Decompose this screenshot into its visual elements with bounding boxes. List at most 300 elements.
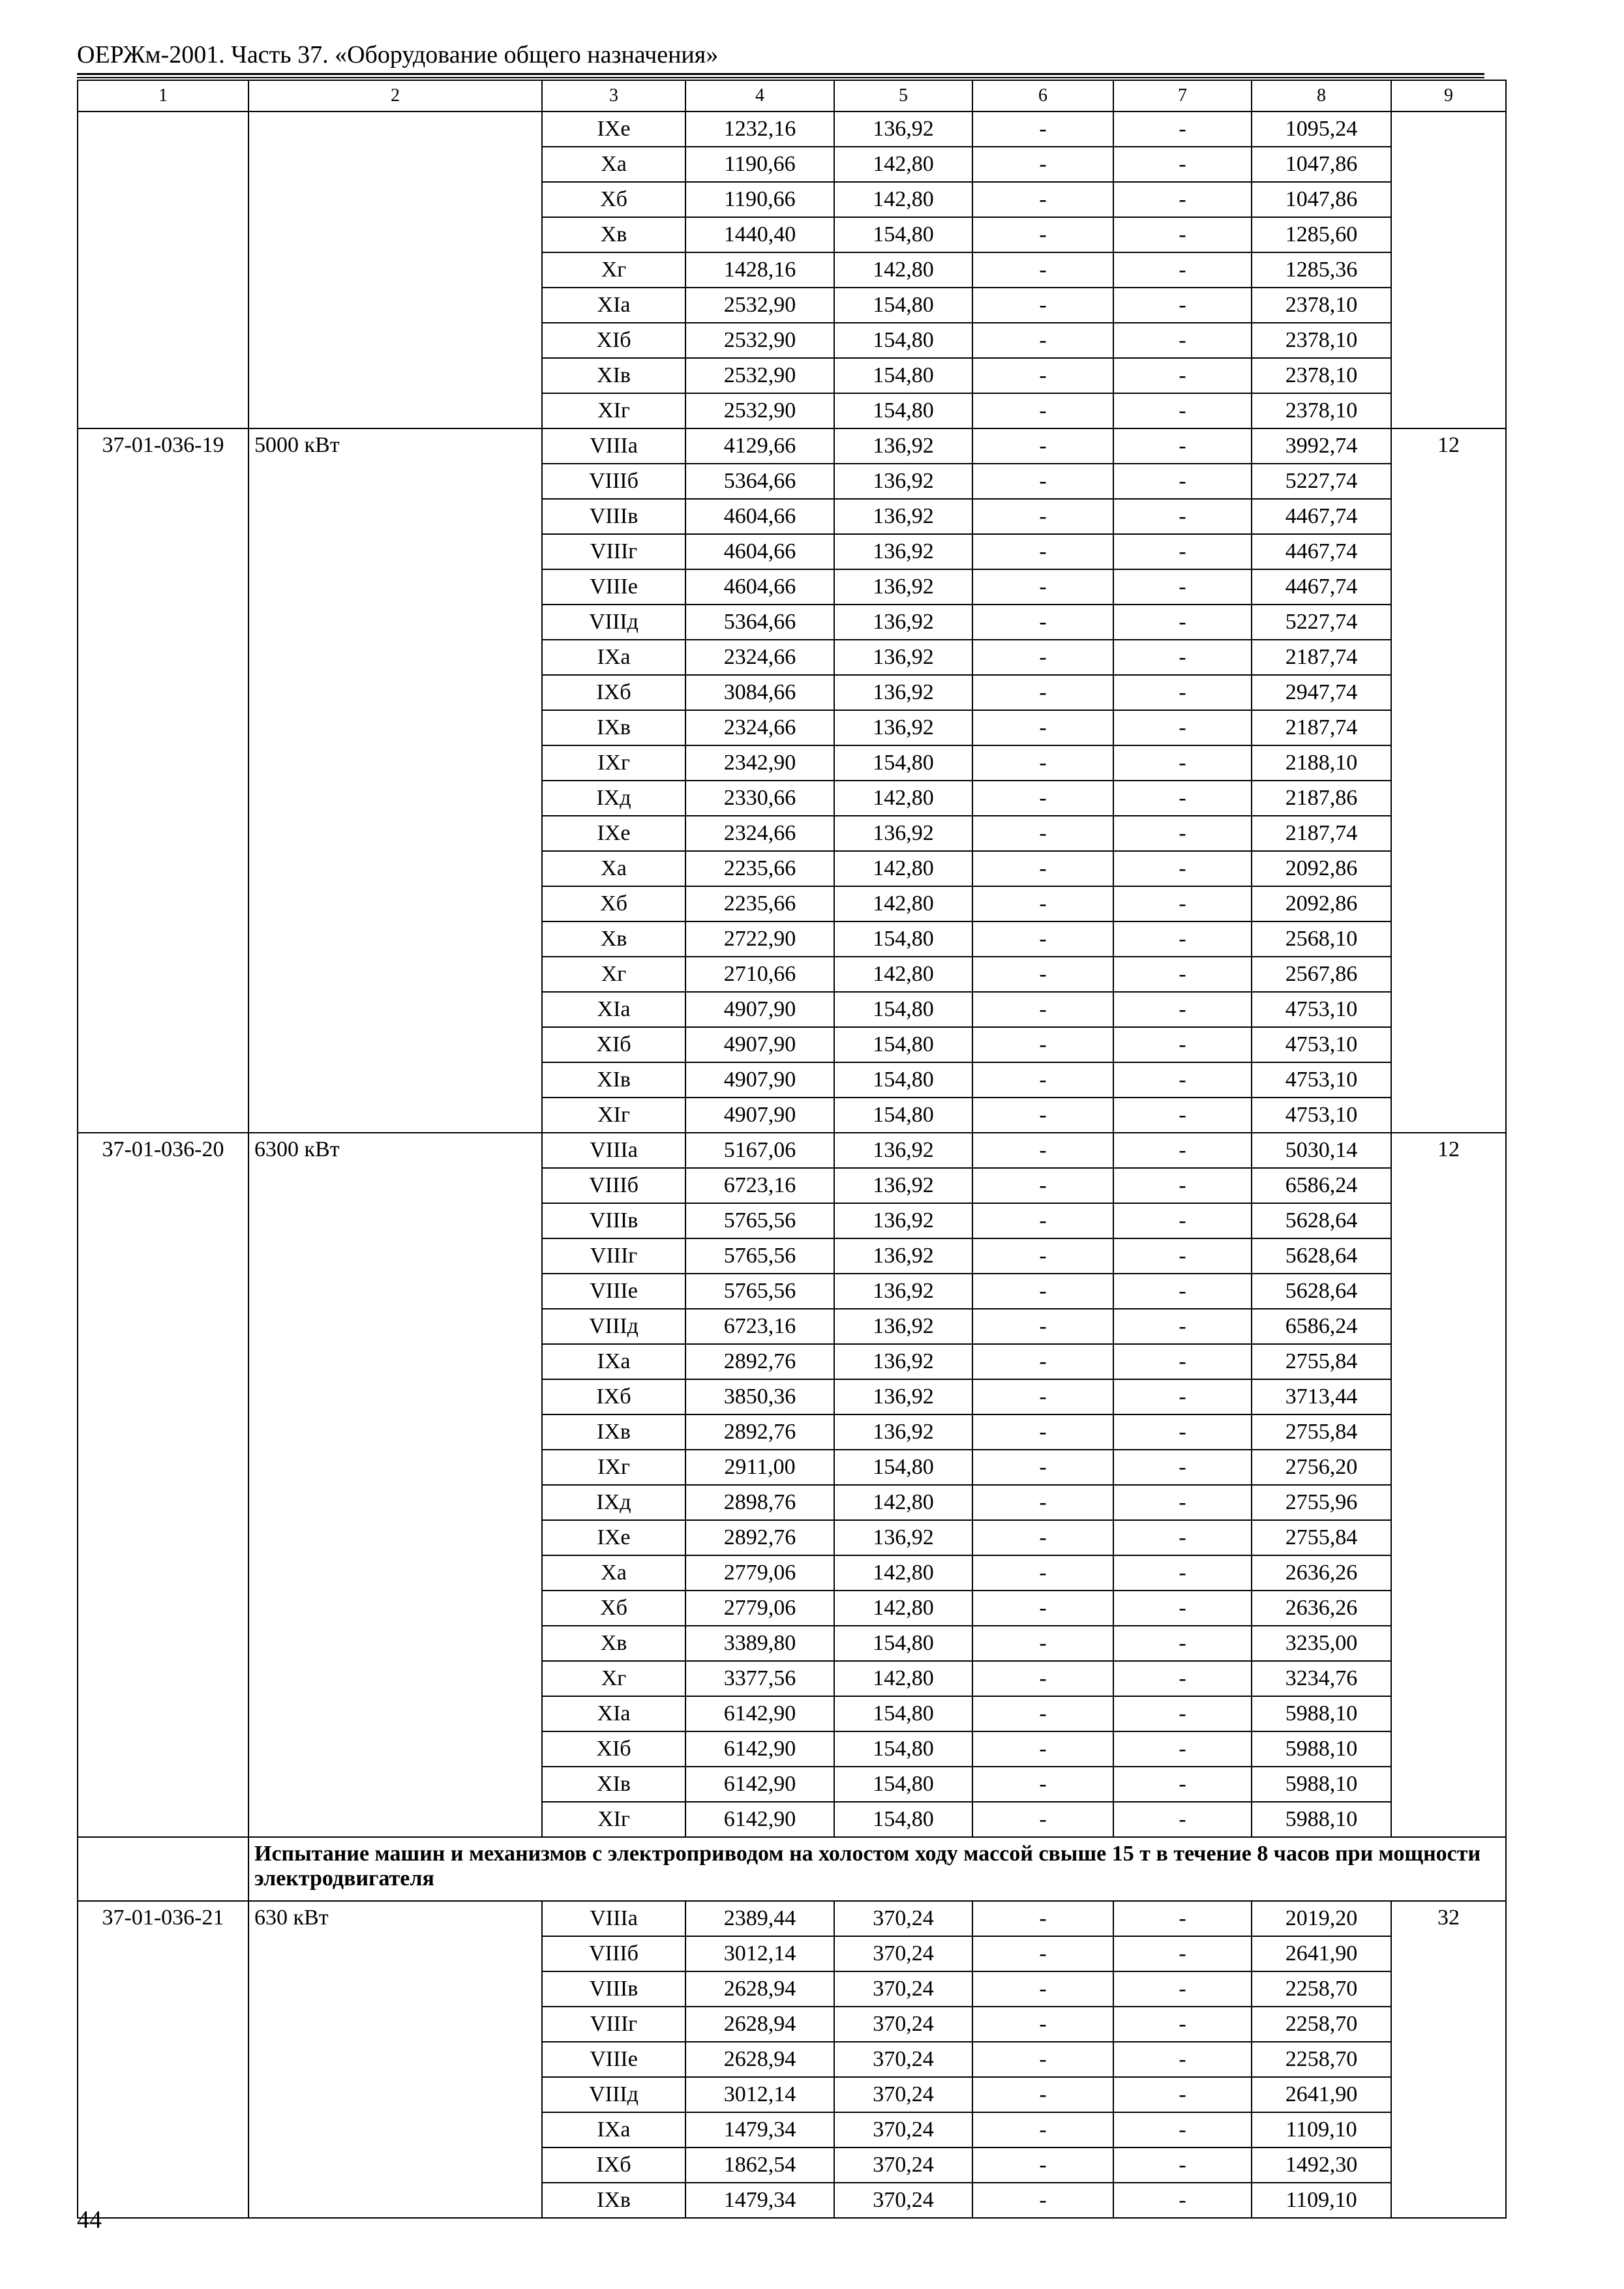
machinist-payment: - [1113, 1696, 1252, 1731]
territory-zone: XIа [542, 288, 685, 323]
materials-cost: 5628,64 [1252, 1203, 1391, 1238]
machinist-payment: - [1113, 1238, 1252, 1274]
labor-payment: 136,92 [834, 1203, 972, 1238]
direct-costs: 4907,90 [685, 1027, 834, 1062]
labor-payment: 370,24 [834, 1971, 972, 2007]
direct-costs: 6723,16 [685, 1309, 834, 1344]
labor-payment: 142,80 [834, 182, 972, 217]
machine-costs: - [972, 2147, 1113, 2183]
direct-costs: 3377,56 [685, 1661, 834, 1696]
territory-zone: XIб [542, 1731, 685, 1767]
territory-zone: XIв [542, 1062, 685, 1098]
machinist-payment: - [1113, 2007, 1252, 2042]
direct-costs: 1479,34 [685, 2112, 834, 2147]
direct-costs: 2892,76 [685, 1414, 834, 1450]
direct-costs: 2532,90 [685, 358, 834, 393]
materials-cost: 5628,64 [1252, 1274, 1391, 1309]
materials-cost: 4467,74 [1252, 534, 1391, 569]
labor-payment: 136,92 [834, 112, 972, 147]
territory-zone: IXб [542, 675, 685, 710]
territory-zone: XIв [542, 1767, 685, 1802]
machine-costs: - [972, 1626, 1113, 1661]
column-number: 3 [542, 80, 685, 112]
machine-costs: - [972, 1133, 1113, 1168]
territory-zone: Xб [542, 1591, 685, 1626]
machine-costs: - [972, 499, 1113, 534]
direct-costs: 2342,90 [685, 745, 834, 781]
machinist-payment: - [1113, 1344, 1252, 1379]
machinist-payment: - [1113, 1450, 1252, 1485]
direct-costs: 4907,90 [685, 1098, 834, 1133]
territory-zone: VIIIв [542, 1203, 685, 1238]
territory-zone: IXе [542, 112, 685, 147]
direct-costs: 2628,94 [685, 2007, 834, 2042]
machine-costs: - [972, 605, 1113, 640]
direct-costs: 2892,76 [685, 1520, 834, 1555]
direct-costs: 2532,90 [685, 323, 834, 358]
territory-zone: Xб [542, 886, 685, 921]
section-title: Испытание машин и механизмов с электроприводом на холостом ходу массой свыше 15 т в течение 8 часов при мощности электродвигателя [248, 1837, 1506, 1901]
machinist-payment: - [1113, 781, 1252, 816]
column-number: 6 [972, 80, 1113, 112]
machine-costs: - [972, 1098, 1113, 1133]
materials-cost: 6586,24 [1252, 1168, 1391, 1203]
section-blank-cell [78, 1837, 248, 1901]
machine-costs: - [972, 464, 1113, 499]
territory-zone: IXг [542, 745, 685, 781]
machinist-payment: - [1113, 1274, 1252, 1309]
machinist-payment: - [1113, 851, 1252, 886]
materials-cost: 2641,90 [1252, 1936, 1391, 1971]
territory-zone: Xв [542, 1626, 685, 1661]
machine-costs: - [972, 1062, 1113, 1098]
materials-cost: 1109,10 [1252, 2183, 1391, 2218]
labor-payment: 142,80 [834, 1555, 972, 1591]
labor-payment: 370,24 [834, 2112, 972, 2147]
direct-costs: 3389,80 [685, 1626, 834, 1661]
machinist-payment: - [1113, 1767, 1252, 1802]
territory-zone: IXв [542, 1414, 685, 1450]
machinist-payment: - [1113, 112, 1252, 147]
machinist-payment: - [1113, 1520, 1252, 1555]
labor-payment: 154,80 [834, 1626, 972, 1661]
materials-cost: 2258,70 [1252, 2042, 1391, 2077]
territory-zone: IXе [542, 1520, 685, 1555]
machine-costs: - [972, 745, 1113, 781]
materials-cost: 2947,74 [1252, 675, 1391, 710]
direct-costs: 2532,90 [685, 288, 834, 323]
direct-costs: 4129,66 [685, 428, 834, 464]
direct-costs: 5765,56 [685, 1238, 834, 1274]
labor-payment: 136,92 [834, 534, 972, 569]
territory-zone: VIIIе [542, 569, 685, 605]
materials-cost: 5227,74 [1252, 464, 1391, 499]
labor-payment: 136,92 [834, 1379, 972, 1414]
territory-zone: VIIIе [542, 2042, 685, 2077]
territory-zone: IXв [542, 710, 685, 745]
territory-zone: Xв [542, 921, 685, 957]
labor-payment: 136,92 [834, 640, 972, 675]
direct-costs: 1862,54 [685, 2147, 834, 2183]
materials-cost: 5988,10 [1252, 1731, 1391, 1767]
machine-costs: - [972, 1450, 1113, 1485]
machinist-payment: - [1113, 217, 1252, 252]
labor-payment: 136,92 [834, 1238, 972, 1274]
machinist-payment: - [1113, 1661, 1252, 1696]
machinist-payment: - [1113, 569, 1252, 605]
machine-costs: - [972, 288, 1113, 323]
machinist-payment: - [1113, 886, 1252, 921]
territory-zone: XIб [542, 323, 685, 358]
column-number: 4 [685, 80, 834, 112]
machinist-payment: - [1113, 816, 1252, 851]
rate-code: 37-01-036-19 [78, 428, 248, 1133]
labor-payment: 136,92 [834, 816, 972, 851]
table-row [78, 1133, 1506, 1168]
materials-cost: 4753,10 [1252, 1027, 1391, 1062]
territory-zone: XIг [542, 393, 685, 428]
machine-costs: - [972, 323, 1113, 358]
direct-costs: 2330,66 [685, 781, 834, 816]
rate-code: 37-01-036-21 [78, 1901, 248, 2218]
labor-payment: 136,92 [834, 675, 972, 710]
machine-costs: - [972, 1238, 1113, 1274]
column-number: 5 [834, 80, 972, 112]
labor-payment: 370,24 [834, 1936, 972, 1971]
territory-zone: VIIIд [542, 605, 685, 640]
materials-cost: 2092,86 [1252, 886, 1391, 921]
direct-costs: 2911,00 [685, 1450, 834, 1485]
machinist-payment: - [1113, 147, 1252, 182]
machinist-payment: - [1113, 393, 1252, 428]
direct-costs: 2898,76 [685, 1485, 834, 1520]
territory-zone: VIIIб [542, 1936, 685, 1971]
labor-payment: 154,80 [834, 1062, 972, 1098]
machine-costs: - [972, 2183, 1113, 2218]
direct-costs: 4907,90 [685, 1062, 834, 1098]
machine-costs: - [972, 1555, 1113, 1591]
machine-costs: - [972, 957, 1113, 992]
materials-cost: 2188,10 [1252, 745, 1391, 781]
materials-cost: 4467,74 [1252, 499, 1391, 534]
territory-zone: VIIIд [542, 1309, 685, 1344]
direct-costs: 2324,66 [685, 816, 834, 851]
labor-payment: 370,24 [834, 2007, 972, 2042]
materials-cost: 1109,10 [1252, 2112, 1391, 2147]
machinist-payment: - [1113, 675, 1252, 710]
machinist-payment: - [1113, 1802, 1252, 1837]
machine-costs: - [972, 886, 1113, 921]
machinist-payment: - [1113, 464, 1252, 499]
territory-zone: XIг [542, 1802, 685, 1837]
labor-payment: 136,92 [834, 710, 972, 745]
territory-zone: VIIIв [542, 1971, 685, 2007]
machinist-payment: - [1113, 1098, 1252, 1133]
direct-costs: 2628,94 [685, 2042, 834, 2077]
labor-payment: 154,80 [834, 1802, 972, 1837]
machinist-payment: - [1113, 957, 1252, 992]
direct-costs: 2532,90 [685, 393, 834, 428]
labor-payment: 370,24 [834, 2183, 972, 2218]
machinist-payment: - [1113, 640, 1252, 675]
machinist-payment: - [1113, 745, 1252, 781]
materials-cost: 5988,10 [1252, 1696, 1391, 1731]
machine-costs: - [972, 816, 1113, 851]
machinist-payment: - [1113, 710, 1252, 745]
labor-payment: 154,80 [834, 992, 972, 1027]
machinist-payment: - [1113, 1731, 1252, 1767]
machine-costs: - [972, 1379, 1113, 1414]
machinist-payment: - [1113, 1168, 1252, 1203]
territory-zone: Xб [542, 182, 685, 217]
materials-cost: 3234,76 [1252, 1661, 1391, 1696]
labor-payment: 136,92 [834, 1309, 972, 1344]
table-row [78, 428, 1506, 464]
machine-costs: - [972, 252, 1113, 288]
direct-costs: 2710,66 [685, 957, 834, 992]
machinist-payment: - [1113, 1027, 1252, 1062]
territory-zone: IXд [542, 1485, 685, 1520]
section-header-row [78, 1837, 1506, 1901]
direct-costs: 5364,66 [685, 605, 834, 640]
labor-payment: 154,80 [834, 1450, 972, 1485]
territory-zone: IXа [542, 2112, 685, 2147]
materials-cost: 2755,84 [1252, 1344, 1391, 1379]
labor-payment: 154,80 [834, 393, 972, 428]
territory-zone: Xг [542, 1661, 685, 1696]
direct-costs: 4604,66 [685, 534, 834, 569]
materials-cost: 2187,86 [1252, 781, 1391, 816]
machine-costs: - [972, 112, 1113, 147]
labor-payment: 142,80 [834, 1591, 972, 1626]
machine-costs: - [972, 1274, 1113, 1309]
territory-zone: VIIIа [542, 428, 685, 464]
materials-cost: 2258,70 [1252, 1971, 1391, 2007]
machine-costs: - [972, 640, 1113, 675]
machine-costs: - [972, 1971, 1113, 2007]
territory-zone: Xа [542, 147, 685, 182]
materials-cost: 2567,86 [1252, 957, 1391, 992]
machinist-payment: - [1113, 1062, 1252, 1098]
materials-cost: 2187,74 [1252, 640, 1391, 675]
labor-payment: 136,92 [834, 1414, 972, 1450]
materials-cost: 2187,74 [1252, 816, 1391, 851]
labor-payment: 154,80 [834, 358, 972, 393]
labor-payment: 370,24 [834, 2042, 972, 2077]
page-header-title: ОЕРЖм-2001. Часть 37. «Оборудование общего назначения» [77, 38, 1484, 75]
machinist-payment: - [1113, 252, 1252, 288]
machine-costs: - [972, 534, 1113, 569]
column-number: 9 [1391, 80, 1506, 112]
materials-cost: 1047,86 [1252, 182, 1391, 217]
materials-cost: 2641,90 [1252, 2077, 1391, 2112]
materials-cost: 2187,74 [1252, 710, 1391, 745]
materials-cost: 1285,60 [1252, 217, 1391, 252]
labor-payment: 370,24 [834, 2077, 972, 2112]
materials-cost: 2378,10 [1252, 393, 1391, 428]
machine-costs: - [972, 1168, 1113, 1203]
page-number: 44 [77, 2206, 102, 2234]
machine-costs: - [972, 1309, 1113, 1344]
territory-zone: VIIIб [542, 1168, 685, 1203]
territory-zone: IXд [542, 781, 685, 816]
machine-costs: - [972, 182, 1113, 217]
machinist-payment: - [1113, 605, 1252, 640]
territory-zone: IXг [542, 1450, 685, 1485]
territory-zone: VIIIб [542, 464, 685, 499]
machinist-payment: - [1113, 2042, 1252, 2077]
rate-code: 37-01-036-20 [78, 1133, 248, 1837]
territory-zone: Xа [542, 851, 685, 886]
labor-costs [1391, 112, 1506, 428]
direct-costs: 5364,66 [685, 464, 834, 499]
materials-cost: 1047,86 [1252, 147, 1391, 182]
labor-payment: 142,80 [834, 781, 972, 816]
materials-cost: 1492,30 [1252, 2147, 1391, 2183]
machinist-payment: - [1113, 323, 1252, 358]
labor-payment: 136,92 [834, 1168, 972, 1203]
direct-costs: 6142,90 [685, 1802, 834, 1837]
column-number: 2 [248, 80, 542, 112]
machine-costs: - [972, 2077, 1113, 2112]
labor-payment: 136,92 [834, 1133, 972, 1168]
machinist-payment: - [1113, 1936, 1252, 1971]
materials-cost: 5030,14 [1252, 1133, 1391, 1168]
labor-payment: 154,80 [834, 1767, 972, 1802]
territory-zone: VIIIа [542, 1901, 685, 1936]
territory-zone: XIг [542, 1098, 685, 1133]
direct-costs: 6142,90 [685, 1767, 834, 1802]
labor-payment: 142,80 [834, 252, 972, 288]
labor-payment: 370,24 [834, 1901, 972, 1936]
direct-costs: 1190,66 [685, 147, 834, 182]
machine-costs: - [972, 1485, 1113, 1520]
labor-payment: 142,80 [834, 147, 972, 182]
machinist-payment: - [1113, 534, 1252, 569]
materials-cost: 4753,10 [1252, 992, 1391, 1027]
machinist-payment: - [1113, 1591, 1252, 1626]
materials-cost: 4753,10 [1252, 1062, 1391, 1098]
machinist-payment: - [1113, 1133, 1252, 1168]
column-number-row [78, 80, 1506, 112]
materials-cost: 4467,74 [1252, 569, 1391, 605]
direct-costs: 5765,56 [685, 1203, 834, 1238]
machinist-payment: - [1113, 428, 1252, 464]
machinist-payment: - [1113, 1379, 1252, 1414]
labor-payment: 136,92 [834, 464, 972, 499]
materials-cost: 2756,20 [1252, 1450, 1391, 1485]
machine-costs: - [972, 2112, 1113, 2147]
labor-payment: 142,80 [834, 851, 972, 886]
materials-cost: 5988,10 [1252, 1767, 1391, 1802]
labor-payment: 154,80 [834, 1098, 972, 1133]
machinist-payment: - [1113, 1309, 1252, 1344]
table-row [78, 112, 1506, 147]
header-rule [77, 77, 1484, 78]
materials-cost: 1285,36 [1252, 252, 1391, 288]
materials-cost: 5628,64 [1252, 1238, 1391, 1274]
machine-costs: - [972, 147, 1113, 182]
labor-payment: 154,80 [834, 323, 972, 358]
materials-cost: 2378,10 [1252, 288, 1391, 323]
labor-payment: 154,80 [834, 217, 972, 252]
territory-zone: Xа [542, 1555, 685, 1591]
materials-cost: 2378,10 [1252, 323, 1391, 358]
labor-payment: 142,80 [834, 1661, 972, 1696]
machinist-payment: - [1113, 499, 1252, 534]
direct-costs: 1479,34 [685, 2183, 834, 2218]
direct-costs: 1232,16 [685, 112, 834, 147]
territory-zone: IXв [542, 2183, 685, 2218]
machine-costs: - [972, 393, 1113, 428]
materials-cost: 2019,20 [1252, 1901, 1391, 1936]
direct-costs: 6723,16 [685, 1168, 834, 1203]
materials-cost: 6586,24 [1252, 1309, 1391, 1344]
machine-costs: - [972, 1731, 1113, 1767]
rate-name: 630 кВт [248, 1901, 542, 2218]
machinist-payment: - [1113, 1626, 1252, 1661]
labor-payment: 136,92 [834, 1274, 972, 1309]
direct-costs: 2779,06 [685, 1591, 834, 1626]
machine-costs: - [972, 851, 1113, 886]
territory-zone: XIа [542, 1696, 685, 1731]
direct-costs: 2892,76 [685, 1344, 834, 1379]
column-number: 7 [1113, 80, 1252, 112]
direct-costs: 5765,56 [685, 1274, 834, 1309]
machinist-payment: - [1113, 1971, 1252, 2007]
labor-payment: 370,24 [834, 2147, 972, 2183]
direct-costs: 1190,66 [685, 182, 834, 217]
machine-costs: - [972, 1027, 1113, 1062]
labor-payment: 136,92 [834, 605, 972, 640]
territory-zone: VIIIе [542, 1274, 685, 1309]
direct-costs: 2235,66 [685, 886, 834, 921]
labor-costs: 32 [1391, 1901, 1506, 2218]
labor-payment: 154,80 [834, 745, 972, 781]
machine-costs: - [972, 1936, 1113, 1971]
machine-costs: - [972, 428, 1113, 464]
labor-payment: 154,80 [834, 921, 972, 957]
labor-payment: 154,80 [834, 288, 972, 323]
direct-costs: 1428,16 [685, 252, 834, 288]
direct-costs: 3012,14 [685, 1936, 834, 1971]
machinist-payment: - [1113, 358, 1252, 393]
materials-cost: 2568,10 [1252, 921, 1391, 957]
labor-payment: 136,92 [834, 1344, 972, 1379]
materials-cost: 3235,00 [1252, 1626, 1391, 1661]
materials-cost: 2755,84 [1252, 1520, 1391, 1555]
materials-cost: 3992,74 [1252, 428, 1391, 464]
territory-zone: VIIIг [542, 2007, 685, 2042]
materials-cost: 2378,10 [1252, 358, 1391, 393]
territory-zone: Xг [542, 957, 685, 992]
labor-payment: 136,92 [834, 1520, 972, 1555]
machine-costs: - [972, 358, 1113, 393]
machine-costs: - [972, 1767, 1113, 1802]
territory-zone: VIIIа [542, 1133, 685, 1168]
rates-table [77, 80, 1507, 2219]
direct-costs: 6142,90 [685, 1696, 834, 1731]
machine-costs: - [972, 569, 1113, 605]
territory-zone: VIIIв [542, 499, 685, 534]
machine-costs: - [972, 1414, 1113, 1450]
machinist-payment: - [1113, 288, 1252, 323]
machine-costs: - [972, 1520, 1113, 1555]
territory-zone: IXб [542, 2147, 685, 2183]
machine-costs: - [972, 2042, 1113, 2077]
territory-zone: IXе [542, 816, 685, 851]
rate-name: 6300 кВт [248, 1133, 542, 1837]
